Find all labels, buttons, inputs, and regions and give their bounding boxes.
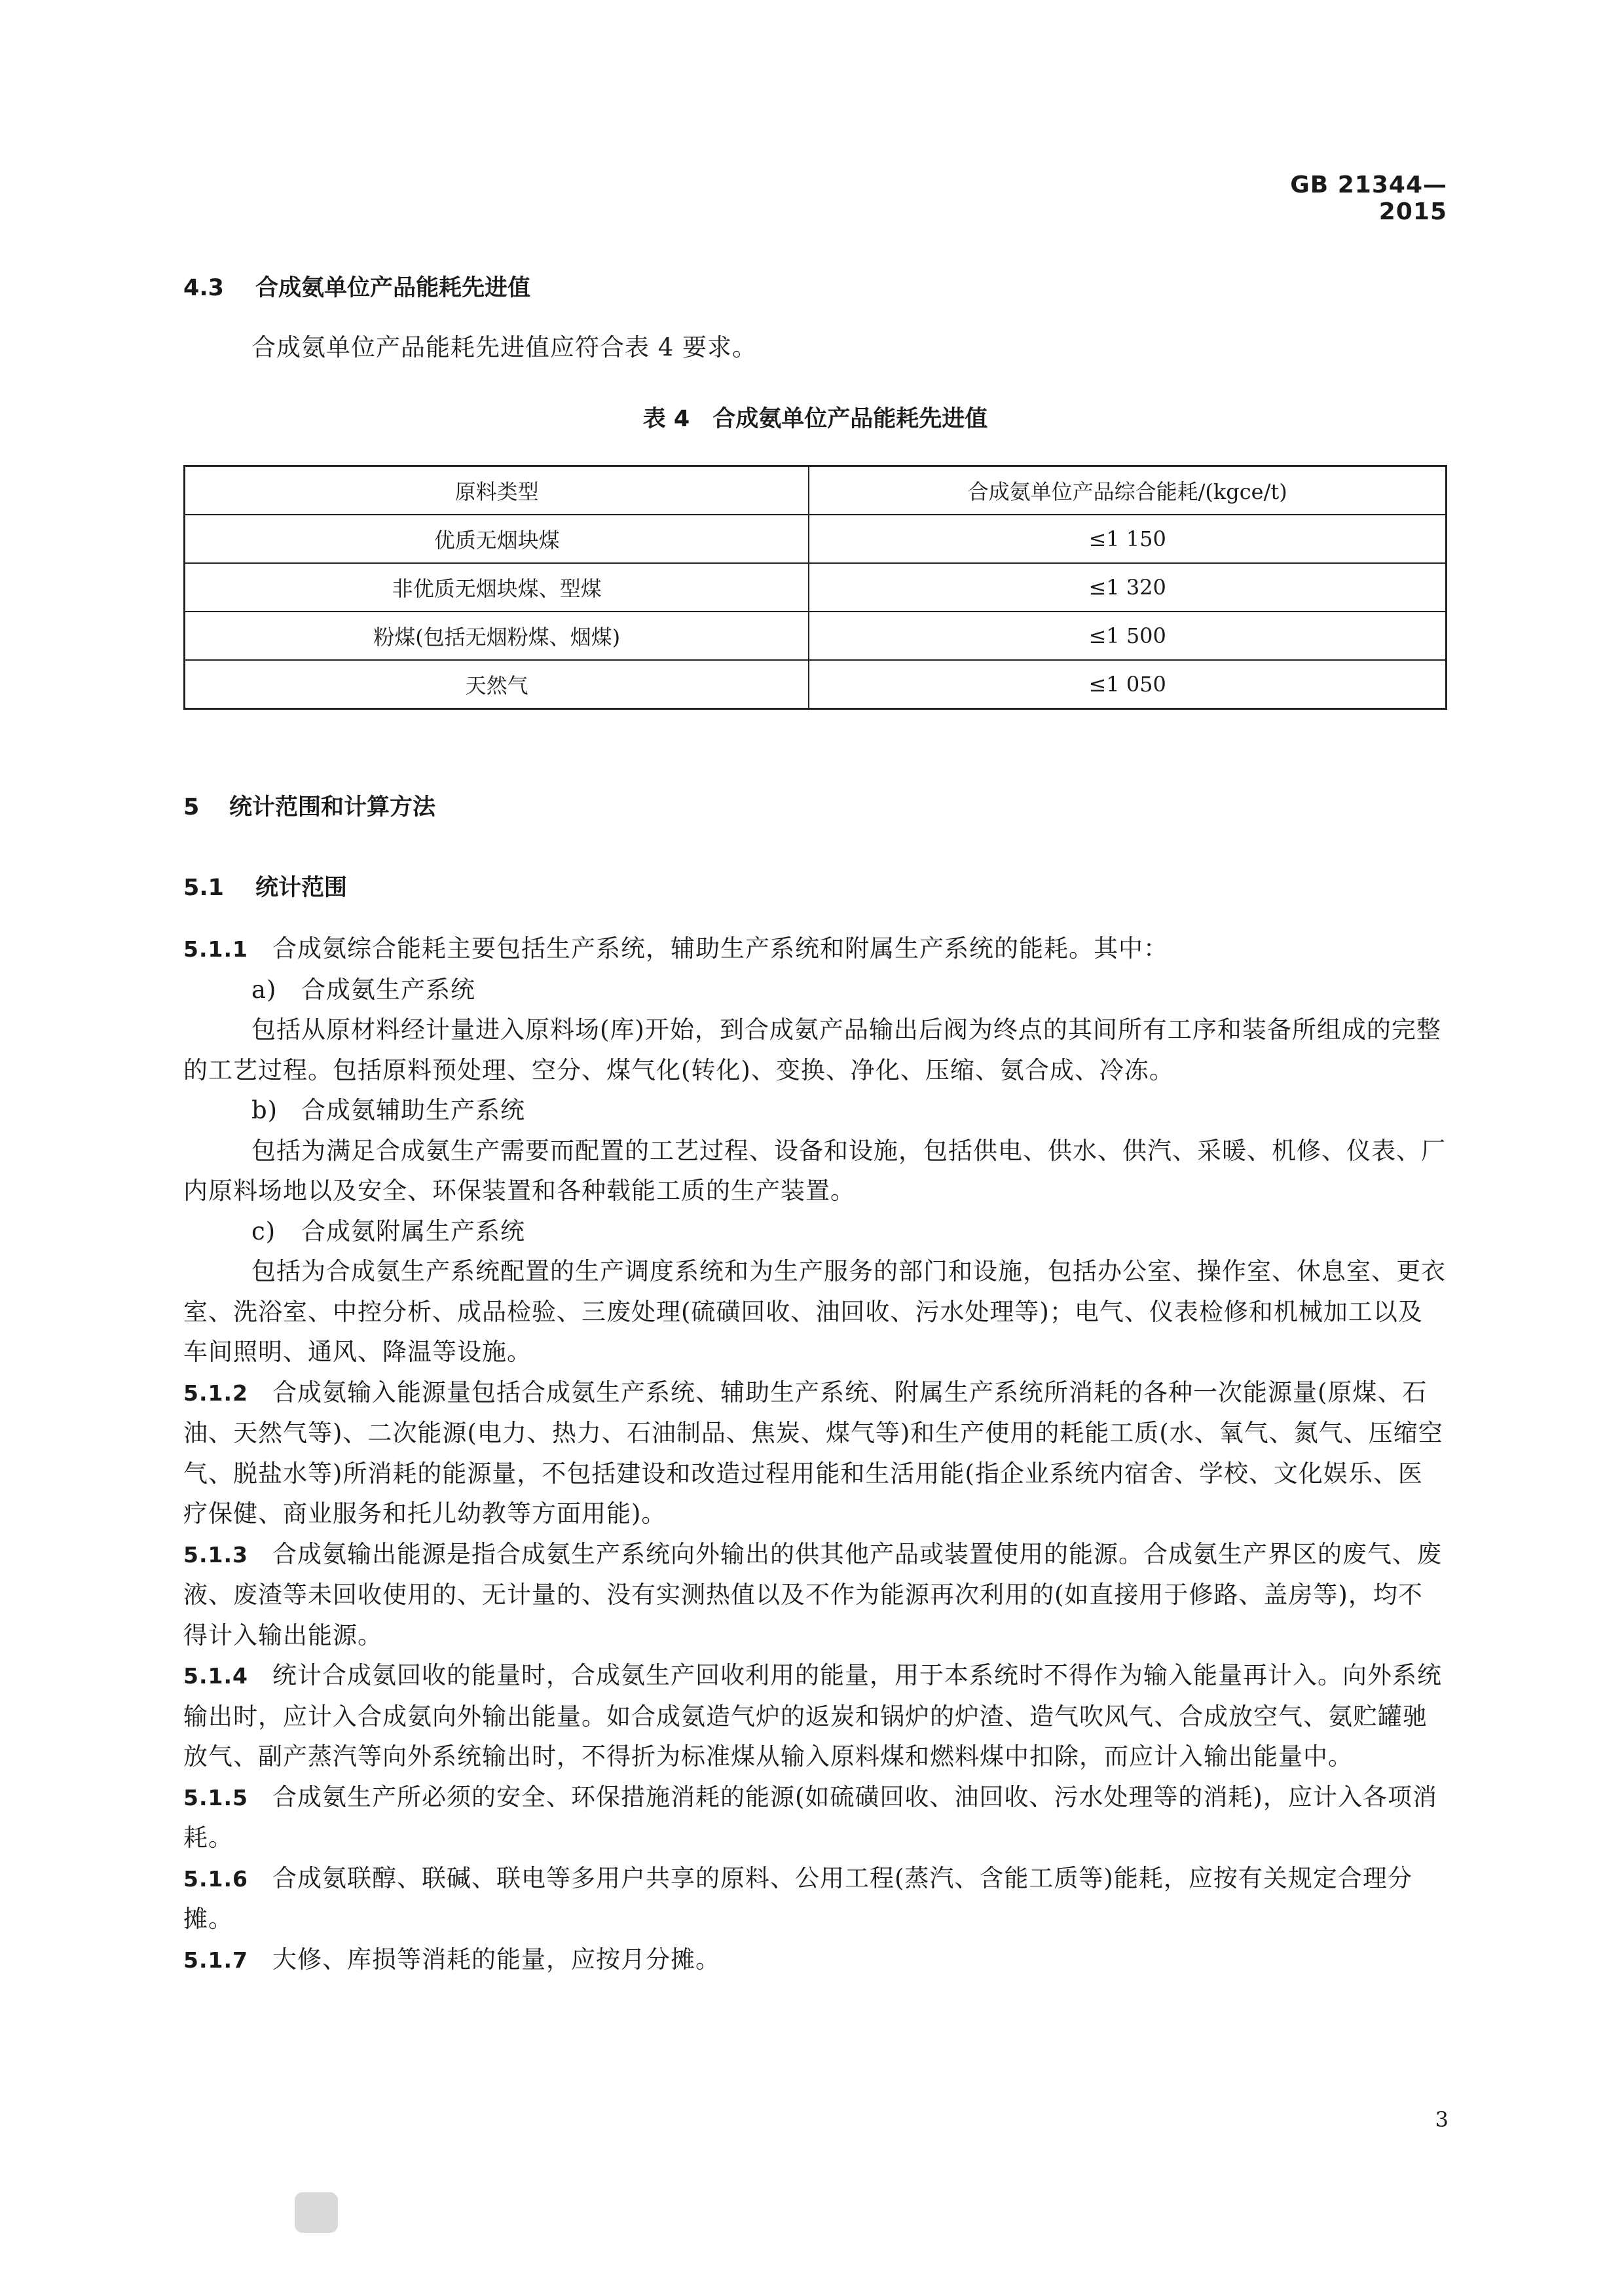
clause-number: 5.1.6 — [183, 1865, 248, 1892]
table-cell: 天然气 — [185, 660, 809, 709]
section-4-3-heading — [183, 270, 530, 303]
clause-number: 5.1.7 — [183, 1947, 248, 1973]
clause-5-1-3 — [183, 1534, 1447, 1656]
clause-number: 5.1.4 — [183, 1663, 248, 1689]
clause-text: 合成氨联醇、联碱、联电等多用户共享的原料、公用工程(蒸汽、含能工质等)能耗，应按有关规定合理分摊。 — [183, 1864, 1412, 1933]
column-header: 合成氨单位产品综合能耗/(kgce/t) — [809, 466, 1446, 515]
table-cell: 粉煤(包括无烟粉煤、烟煤) — [185, 612, 809, 660]
section-title: 统计范围和计算方法 — [229, 794, 436, 820]
clause-5-1-2 — [183, 1372, 1447, 1534]
clause-5-1-6 — [183, 1858, 1447, 1939]
item-label: c) — [251, 1217, 276, 1245]
section-number: 5 — [183, 794, 200, 820]
clause-number: 5.1.2 — [183, 1380, 248, 1406]
clause-number: 5.1.5 — [183, 1784, 248, 1810]
clause-5-1-1 — [183, 928, 1447, 970]
section-5-1-body — [183, 928, 1447, 1980]
table-row — [185, 515, 1447, 563]
standard-number: GB 21344—2015 — [1290, 172, 1447, 225]
clause-5-1-5 — [183, 1777, 1447, 1858]
table-cell: 优质无烟块煤 — [185, 515, 809, 563]
clause-5-1-4 — [183, 1655, 1447, 1777]
table-cell: ≤1 050 — [809, 660, 1446, 709]
clause-text: 合成氨输入能源量包括合成氨生产系统、辅助生产系统、附属生产系统所消耗的各种一次能源量(原煤、石油、天然气等)、二次能源(电力、热力、石油制品、焦炭、煤气等)和生产使用的耗能工质(水、氧气、氮气、压缩空气、脱盐水等)所消耗的能源量，不包括建设和改造过程用能和生活用能(指企业系统内宿舍、学校、文化娱乐、医疗保健、商业服务和托儿幼教等方面用能)。 — [183, 1378, 1443, 1528]
table-4 — [183, 465, 1447, 710]
clause-text: 合成氨输出能源是指合成氨生产系统向外输出的供其他产品或装置使用的能源。合成氨生产界区的废气、废液、废渣等未回收使用的、无计量的、没有实测热值以及不作为能源再次利用的(如直接用于修路、盖房等)，均不得计入输出能源。 — [183, 1539, 1442, 1649]
section-number: 5.1 — [183, 875, 225, 901]
item-a-text: 包括从原材料经计量进入原料场(库)开始，到合成氨产品输出后阀为终点的其间所有工序和装备所组成的完整的工艺过程。包括原料预处理、空分、煤气化(转化)、变换、净化、压缩、氨合成、冷冻。 — [183, 1016, 1441, 1084]
paragraph: 合成氨单位产品能耗先进值应符合表 4 要求。 — [251, 333, 758, 361]
clause-text: 合成氨综合能耗主要包括生产系统，辅助生产系统和附属生产系统的能耗。其中： — [272, 934, 1168, 963]
clause-number: 5.1.3 — [183, 1541, 248, 1568]
item-c-text: 包括为合成氨生产系统配置的生产调度系统和为生产服务的部门和设施，包括办公室、操作室、休息室、更衣室、洗浴室、中控分析、成品检验、三废处理(硫磺回收、油回收、污水处理等)；电气、仪表检修和机械加工以及车间照明、通风、降温等设施。 — [183, 1257, 1446, 1366]
list-item-c — [183, 1211, 1447, 1252]
clause-text: 统计合成氨回收的能量时，合成氨生产回收利用的能量，用于本系统时不得作为输入能量再计入。向外系统输出时，应计入合成氨向外输出能量。如合成氨造气炉的返炭和锅炉的炉渣、造气吹风气、合成放空气、氨贮罐驰放气、副产蒸汽等向外系统输出时，不得折为标准煤从输入原料煤和燃料煤中扣除，而应计入输出能量中。 — [183, 1661, 1442, 1771]
scan-mark — [295, 2192, 338, 2233]
item-title: 合成氨辅助生产系统 — [301, 1096, 525, 1124]
list-item-b — [183, 1090, 1447, 1131]
table-cell: ≤1 500 — [809, 612, 1446, 660]
table-caption: 表 4 合成氨单位产品能耗先进值 — [642, 406, 988, 432]
section-title: 合成氨单位产品能耗先进值 — [255, 275, 531, 301]
clause-text: 合成氨生产所必须的安全、环保措施消耗的能源(如硫磺回收、油回收、污水处理等的消耗)，应计入各项消耗。 — [183, 1782, 1437, 1852]
table-cell: ≤1 150 — [809, 515, 1446, 563]
table-cell: 非优质无烟块煤、型煤 — [185, 563, 809, 612]
item-label: a) — [251, 975, 277, 1004]
item-label: b) — [251, 1096, 278, 1124]
table-row — [185, 612, 1447, 660]
item-title: 合成氨附属生产系统 — [301, 1217, 525, 1245]
table-row — [185, 563, 1447, 612]
table-header-row — [185, 466, 1447, 515]
table-cell: ≤1 320 — [809, 563, 1446, 612]
clause-text: 大修、库损等消耗的能量，应按月分摊。 — [272, 1945, 720, 1974]
page-number: 3 — [1435, 2107, 1449, 2132]
section-5-heading — [183, 789, 435, 822]
item-title: 合成氨生产系统 — [301, 975, 475, 1004]
table-row — [185, 660, 1447, 709]
section-5-1-heading — [183, 870, 347, 902]
list-item-a — [183, 970, 1447, 1010]
section-title: 统计范围 — [255, 875, 348, 901]
section-4-3-paragraph — [183, 327, 1447, 368]
clause-number: 5.1.1 — [183, 936, 248, 962]
column-header: 原料类型 — [185, 466, 809, 515]
clause-5-1-7 — [183, 1939, 1447, 1981]
section-number: 4.3 — [183, 275, 225, 301]
item-b-text: 包括为满足合成氨生产需要而配置的工艺过程、设备和设施，包括供电、供水、供汽、采暖、机修、仪表、厂内原料场地以及安全、环保装置和各种载能工质的生产装置。 — [183, 1136, 1446, 1205]
